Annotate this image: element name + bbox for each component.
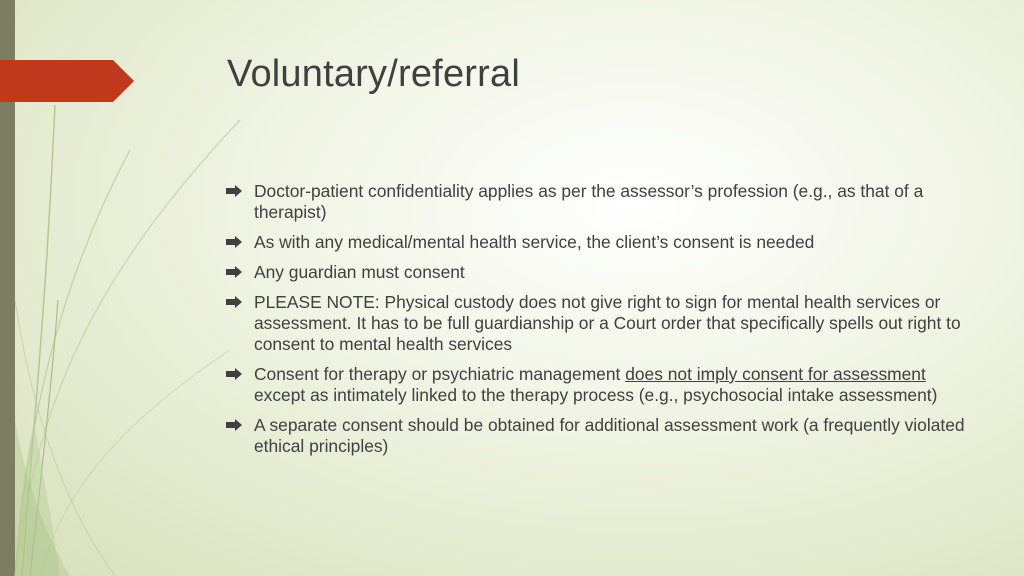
bullet-item <box>226 262 971 283</box>
bullet-text: Doctor-patient confidentiality applies as per the assessor’s profession (e.g., as that of a therapist) <box>254 181 924 222</box>
bullet-item <box>226 415 971 457</box>
bullet-text: PLEASE NOTE: Physical custody does not give right to sign for mental health services or assessment. It has to be full guardianship or a Court order that specifically spells out right to consent to mental health services <box>254 292 961 354</box>
bullet-text: As with any medical/mental health service, the client’s consent is needed <box>254 232 815 252</box>
bullet-text <box>254 364 937 405</box>
underlined-emphasis: does not imply consent for assessment <box>625 364 926 384</box>
arrow-right-icon <box>226 185 242 197</box>
bullet-item <box>226 364 971 406</box>
arrow-right-icon <box>226 419 242 431</box>
bullet-item <box>226 181 971 223</box>
bullet-item <box>226 232 971 253</box>
title-accent-arrow <box>0 60 134 102</box>
bullet-text: Any guardian must consent <box>254 262 465 282</box>
bullet-text: A separate consent should be obtained for additional assessment work (a frequently violated ethical principles) <box>254 415 965 456</box>
slide-title: Voluntary/referral <box>227 53 520 95</box>
arrow-right-icon <box>226 296 242 308</box>
bullet-item <box>226 292 971 355</box>
arrow-right-icon <box>226 266 242 278</box>
arrow-right-icon <box>226 236 242 248</box>
bullet-text-after: except as intimately linked to the therapy process (e.g., psychosocial intake assessment) <box>254 385 938 405</box>
bullet-text-before: Consent for therapy or psychiatric management <box>254 364 626 384</box>
arrow-right-icon <box>226 368 242 380</box>
bullet-list <box>226 181 971 466</box>
